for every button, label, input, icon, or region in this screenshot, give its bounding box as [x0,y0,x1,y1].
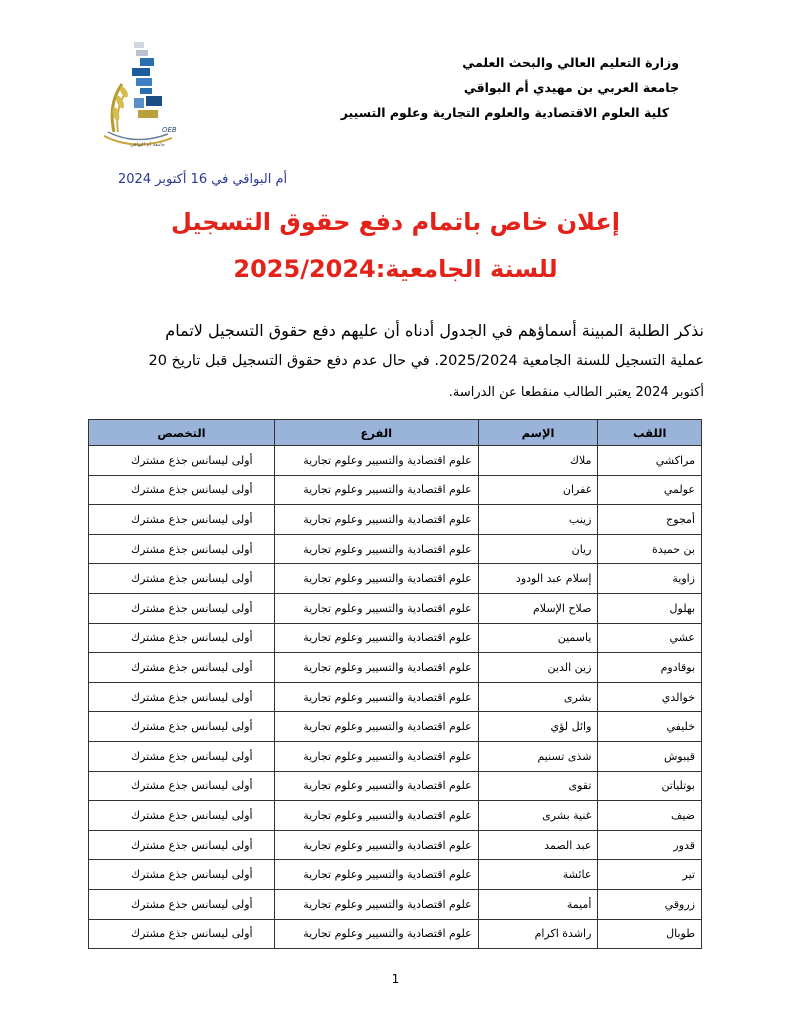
table-row [89,860,702,890]
cell-surname: طوبال [598,919,702,949]
cell-first-name: صلاح الإسلام [478,593,598,623]
body-line-2: عملية التسجيل للسنة الجامعية 2025/2024. في حال عدم دفع حقوق التسجيل قبل تاريخ 20 [148,353,704,369]
table-row [89,741,702,771]
table-row [89,653,702,683]
cell-surname: بن حميدة [598,534,702,564]
cell-first-name: زينب [478,505,598,535]
cell-specialty: أولى ليسانس جذع مشترك [89,801,275,831]
announcement-title: إعلان خاص باتمام دفع حقوق التسجيل [171,208,620,236]
ministry-name: وزارة التعليم العالي والبحث العلمي [462,55,679,70]
table-row [89,593,702,623]
cell-branch: علوم اقتصادية والتسيير وعلوم تجارية [274,860,478,890]
cell-specialty: أولى ليسانس جذع مشترك [89,919,275,949]
cell-branch: علوم اقتصادية والتسيير وعلوم تجارية [274,623,478,653]
cell-specialty: أولى ليسانس جذع مشترك [89,593,275,623]
table-body [89,446,702,949]
cell-surname: بهلول [598,593,702,623]
page-number: 1 [391,972,400,986]
cell-first-name: زين الدين [478,653,598,683]
table-row [89,623,702,653]
cell-surname: زاوية [598,564,702,594]
logo-code: OEB [162,126,177,134]
cell-first-name: ملاك [478,446,598,476]
table-row [89,771,702,801]
cell-branch: علوم اقتصادية والتسيير وعلوم تجارية [274,446,478,476]
university-logo-icon [96,40,188,150]
cell-branch: علوم اقتصادية والتسيير وعلوم تجارية [274,475,478,505]
cell-surname: بوتلياتن [598,771,702,801]
table-row [89,830,702,860]
cell-specialty: أولى ليسانس جذع مشترك [89,505,275,535]
cell-surname: عولمي [598,475,702,505]
cell-branch: علوم اقتصادية والتسيير وعلوم تجارية [274,919,478,949]
table-row [89,446,702,476]
column-header-first-name: الإسم [478,420,598,446]
cell-branch: علوم اقتصادية والتسيير وعلوم تجارية [274,682,478,712]
table-row [89,682,702,712]
cell-surname: بوقادوم [598,653,702,683]
cell-specialty: أولى ليسانس جذع مشترك [89,860,275,890]
cell-branch: علوم اقتصادية والتسيير وعلوم تجارية [274,564,478,594]
table-row [89,919,702,949]
date-line: أم البواقي في 16 أكتوبر 2024 [118,172,288,187]
cell-specialty: أولى ليسانس جذع مشترك [89,564,275,594]
cell-specialty: أولى ليسانس جذع مشترك [89,830,275,860]
column-header-specialty: التخصص [89,420,275,446]
table-header-row [89,420,702,446]
cell-branch: علوم اقتصادية والتسيير وعلوم تجارية [274,801,478,831]
announcement-body [100,315,704,408]
students-table [88,419,702,949]
cell-first-name: أميمة [478,889,598,919]
cell-branch: علوم اقتصادية والتسيير وعلوم تجارية [274,653,478,683]
table-row [89,712,702,742]
cell-specialty: أولى ليسانس جذع مشترك [89,889,275,919]
table-row [89,534,702,564]
column-header-branch: الفرع [274,420,478,446]
university-logo [96,40,188,150]
cell-surname: قدور [598,830,702,860]
cell-branch: علوم اقتصادية والتسيير وعلوم تجارية [274,741,478,771]
cell-specialty: أولى ليسانس جذع مشترك [89,534,275,564]
academic-year-title: للسنة الجامعية:2025/2024 [233,255,558,283]
cell-specialty: أولى ليسانس جذع مشترك [89,741,275,771]
cell-specialty: أولى ليسانس جذع مشترك [89,682,275,712]
cell-first-name: ياسمين [478,623,598,653]
cell-surname: زروقي [598,889,702,919]
cell-surname: خوالدي [598,682,702,712]
cell-surname: تير [598,860,702,890]
cell-first-name: عائشة [478,860,598,890]
logo-text: جامعة أم البواقي [130,142,165,148]
cell-first-name: وائل لؤي [478,712,598,742]
cell-branch: علوم اقتصادية والتسيير وعلوم تجارية [274,593,478,623]
column-header-surname: اللقب [598,420,702,446]
cell-first-name: عبد الصمد [478,830,598,860]
cell-specialty: أولى ليسانس جذع مشترك [89,623,275,653]
cell-branch: علوم اقتصادية والتسيير وعلوم تجارية [274,534,478,564]
letterhead [341,50,679,125]
cell-surname: ضيف [598,801,702,831]
table-row [89,801,702,831]
cell-specialty: أولى ليسانس جذع مشترك [89,653,275,683]
university-name: جامعة العربي بن مهيدي أم البواقي [463,80,679,95]
cell-surname: عشي [598,623,702,653]
cell-first-name: شذى تسنيم [478,741,598,771]
cell-specialty: أولى ليسانس جذع مشترك [89,475,275,505]
cell-first-name: غفران [478,475,598,505]
cell-first-name: راشدة اكرام [478,919,598,949]
table-row [89,889,702,919]
body-line-1: نذكر الطلبة المبينة أسماؤهم في الجدول أدناه أن عليهم دفع حقوق التسجيل لاتمام [165,321,704,340]
cell-first-name: ريان [478,534,598,564]
cell-specialty: أولى ليسانس جذع مشترك [89,446,275,476]
cell-surname: قيبوش [598,741,702,771]
cell-first-name: تقوى [478,771,598,801]
cell-branch: علوم اقتصادية والتسيير وعلوم تجارية [274,889,478,919]
cell-branch: علوم اقتصادية والتسيير وعلوم تجارية [274,830,478,860]
cell-branch: علوم اقتصادية والتسيير وعلوم تجارية [274,771,478,801]
faculty-name: كلية العلوم الاقتصادية والعلوم التجارية وعلوم التسيير [340,105,669,120]
table-row [89,475,702,505]
cell-first-name: غنية بشرى [478,801,598,831]
cell-specialty: أولى ليسانس جذع مشترك [89,771,275,801]
cell-surname: أمجوج [598,505,702,535]
cell-branch: علوم اقتصادية والتسيير وعلوم تجارية [274,505,478,535]
body-line-3: أكتوبر 2024 يعتبر الطالب منقطعا عن الدراسة. [448,385,704,400]
cell-surname: خليفي [598,712,702,742]
cell-specialty: أولى ليسانس جذع مشترك [89,712,275,742]
cell-first-name: بشرى [478,682,598,712]
table-row [89,505,702,535]
cell-first-name: إسلام عبد الودود [478,564,598,594]
cell-surname: مراكشي [598,446,702,476]
table-row [89,564,702,594]
cell-branch: علوم اقتصادية والتسيير وعلوم تجارية [274,712,478,742]
